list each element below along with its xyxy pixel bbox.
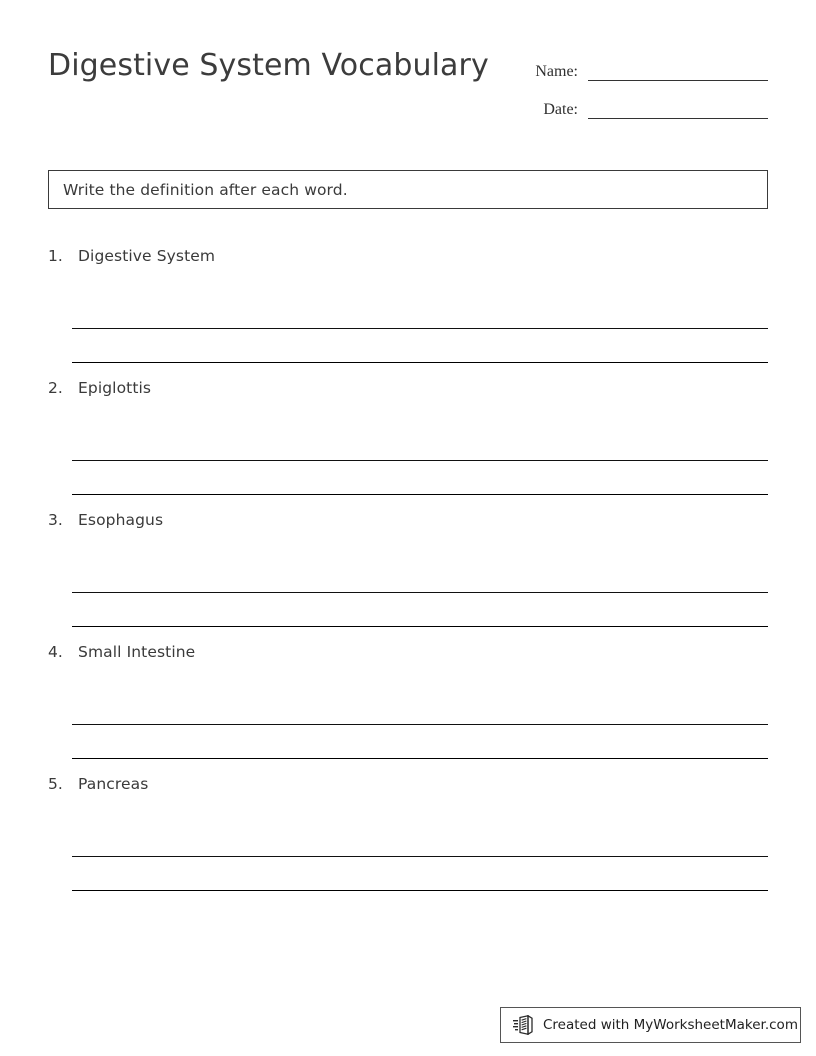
name-label: Name:: [535, 63, 578, 80]
item-word: Small Intestine: [78, 643, 196, 661]
item-heading: [48, 379, 768, 409]
answer-line-2[interactable]: [72, 593, 768, 627]
list-item: [48, 247, 768, 379]
item-number: 3.: [48, 511, 63, 529]
date-field-row: [516, 84, 768, 122]
answer-line-1[interactable]: [72, 559, 768, 593]
created-with-badge[interactable]: [500, 1007, 801, 1043]
answer-line-1[interactable]: [72, 691, 768, 725]
page-title: Digestive System Vocabulary: [48, 48, 489, 83]
answer-line-1[interactable]: [72, 823, 768, 857]
answer-lines: [72, 559, 768, 627]
name-input-rule[interactable]: [588, 80, 768, 81]
answer-line-1[interactable]: [72, 427, 768, 461]
answer-line-2[interactable]: [72, 461, 768, 495]
answer-lines: [72, 295, 768, 363]
worksheet-header: [48, 44, 768, 134]
item-heading: [48, 511, 768, 541]
answer-line-2[interactable]: [72, 857, 768, 891]
answer-line-1[interactable]: [72, 295, 768, 329]
answer-lines: [72, 427, 768, 495]
date-label: Date:: [543, 101, 578, 118]
item-heading: [48, 775, 768, 805]
date-input-rule[interactable]: [588, 118, 768, 119]
list-item: [48, 511, 768, 643]
answer-line-2[interactable]: [72, 725, 768, 759]
item-heading: [48, 643, 768, 673]
item-word: Digestive System: [78, 247, 216, 265]
list-item: [48, 643, 768, 775]
item-number: 2.: [48, 379, 63, 397]
item-number: 4.: [48, 643, 63, 661]
answer-lines: [72, 691, 768, 759]
list-item: [48, 775, 768, 907]
item-number: 1.: [48, 247, 63, 265]
list-item: [48, 379, 768, 511]
name-field-row: [516, 46, 768, 84]
answer-lines: [72, 823, 768, 891]
item-number: 5.: [48, 775, 63, 793]
badge-text: Created with MyWorksheetMaker.com: [543, 1017, 798, 1033]
name-date-block: [516, 46, 768, 122]
vocabulary-list: [48, 247, 768, 907]
answer-line-2[interactable]: [72, 329, 768, 363]
item-heading: [48, 247, 768, 277]
worksheet-maker-logo-icon: [513, 1015, 535, 1035]
item-word: Pancreas: [78, 775, 149, 793]
instruction-box: [48, 170, 768, 209]
instruction-text: Write the definition after each word.: [63, 180, 348, 199]
item-word: Esophagus: [78, 511, 164, 529]
item-word: Epiglottis: [78, 379, 152, 397]
